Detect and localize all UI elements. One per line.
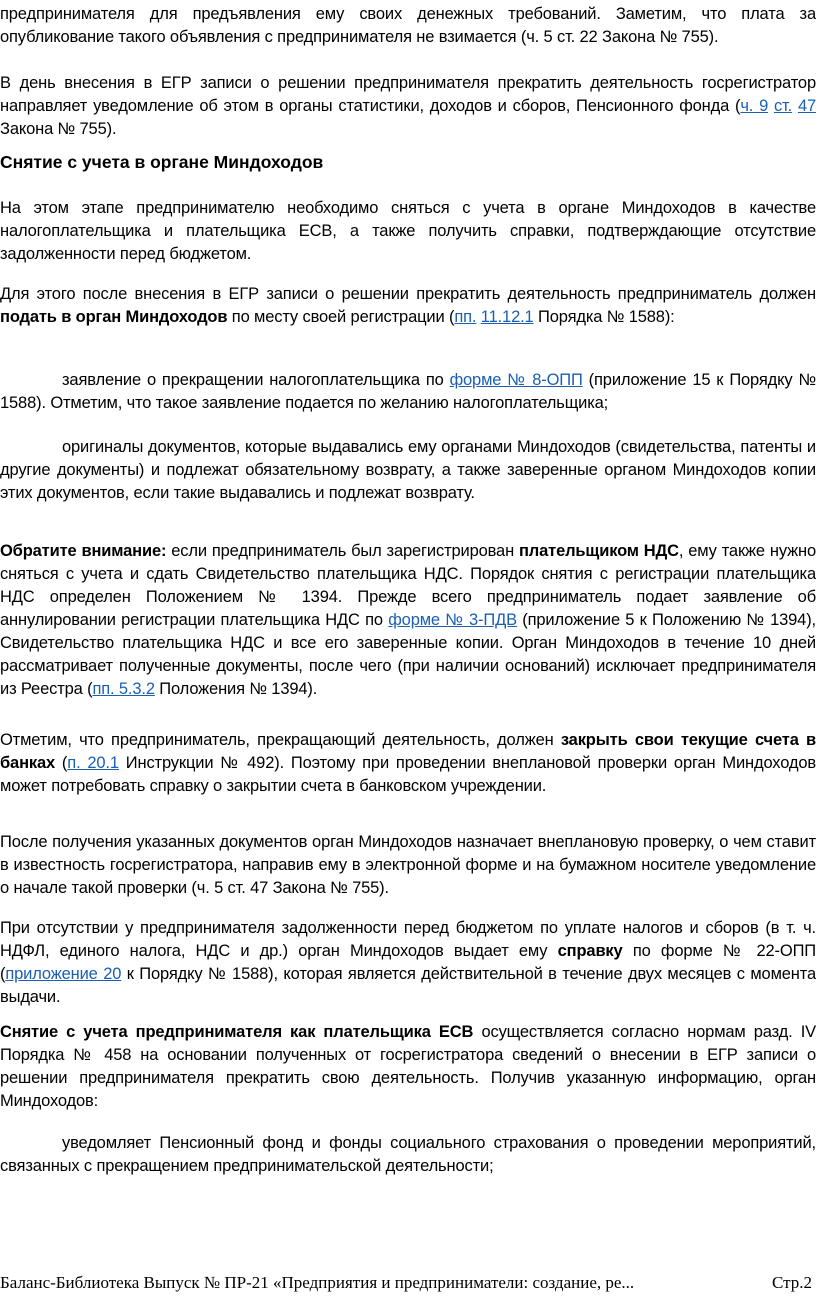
link-form-3-pdv[interactable]: форме № 3-ПДВ: [388, 611, 517, 629]
bold-text: плательщиком НДС: [518, 542, 679, 560]
paragraph-unscheduled-inspection: [0, 831, 816, 900]
text: заявление о прекращении налогоплательщика по: [62, 371, 450, 389]
text: (: [55, 754, 68, 772]
footer-source: Баланс-Библиотека Выпуск № ПР-21 «Предприятия и предприниматели: создание, ре...: [0, 1273, 635, 1292]
text: На этом этапе предпринимателю необходимо сняться с учета в органе Миндоходов в качестве налогоплательщика и плательщика ЕСВ, а также получить справки, подтверждающие отсутствие задолженности перед бюджетом.: [0, 199, 816, 263]
text: предпринимателя для предъявления ему своих денежных требований. Заметим, что плата за опубликование такого объявления с предпринимателя не взимается (ч. 5 ст. 22 Закона № 755).: [0, 5, 816, 46]
text: После получения указанных документов орган Миндоходов назначает внеплановую проверку, о чем ставит в известность госрегистратора, направив ему в электронной форме и на бумажном носителе уведомление о начале такой проверки (ч. 5 ст. 47 Закона № 755).: [0, 833, 816, 897]
page-number: Стр.2: [771, 1273, 812, 1292]
text: если предприниматель был зарегистрирован: [166, 542, 519, 560]
list-item-notify-funds: [0, 1132, 816, 1178]
text: по форме № 22-ОПП (: [0, 942, 816, 983]
text: осуществляется согласно нормам разд. IV Порядка № 458 на основании полученных от госрегистратора сведений о внесении в ЕГР записи о решении предпринимателя прекратить свою деятельность. Получив указанную информацию, орган Миндоходов:: [0, 1023, 816, 1110]
list-item-original-documents: [0, 436, 816, 505]
text: Для этого после внесения в ЕГР записи о решении прекратить деятельность предприниматель должен: [0, 285, 816, 303]
text: (приложение 5 к Положению № 1394), Свидетельство плательщика НДС и все его заверенные копии. Орган Миндоходов в течение 10 дней рассматривает полученные документы, после чего (при наличии оснований) исключает предпринимателя из Реестра (: [0, 611, 816, 698]
list-item-application: [0, 369, 816, 415]
paragraph-submit-to-authority: [0, 283, 816, 329]
bold-text: закрыть свои текущие счета в банках: [0, 731, 816, 772]
text: Порядка № 1588):: [533, 308, 675, 326]
text: В день внесения в ЕГР записи о решении предпринимателя прекратить деятельность госрегистратор направляет уведомление об этом в органы статистики, доходов и сборов, Пенсионного фонда (: [0, 74, 816, 115]
link-20-1[interactable]: п. 20.1: [67, 754, 119, 772]
paragraph-publication-fee: [0, 3, 816, 49]
link-part-9[interactable]: ч. 9: [740, 97, 769, 115]
bold-text: Снятие с учета предпринимателя как плательщика ЕСВ: [0, 1023, 474, 1041]
text: к Порядку № 1588), которая является действительной в течение двух месяцев с момента выдачи.: [0, 965, 816, 1006]
text: уведомляет Пенсионный фонд и фонды социального страхования о проведении мероприятий, связанных с прекращением предпринимательской деятельности;: [0, 1134, 816, 1175]
link-article[interactable]: ст.: [773, 97, 793, 115]
link-article-47[interactable]: 47: [797, 97, 816, 115]
paragraph-close-bank-accounts: [0, 729, 816, 798]
paragraph-esv-deregistration: [0, 1021, 816, 1113]
page-footer: [0, 1272, 816, 1294]
text: оригиналы документов, которые выдавались ему органами Миндоходов (свидетельства, патенты и другие документы) и подлежат обязательному возврату, а также заверенные органом Миндоходов копии этих документов, если такие выдавались и подлежат возврату.: [0, 438, 816, 502]
text: Отметим, что предприниматель, прекращающий деятельность, должен: [0, 731, 561, 749]
text: Закона № 755).: [0, 120, 117, 138]
link-subparagraph[interactable]: пп.: [454, 308, 477, 326]
text: Инструкции № 492). Поэтому при проведении внеплановой проверки орган Миндоходов может потребовать справку о закрытии счета в банковском учреждении.: [0, 754, 816, 795]
text: по месту своей регистрации (: [227, 308, 455, 326]
text: Положения № 1394).: [154, 680, 318, 698]
paragraph-certificate: [0, 917, 816, 1009]
link-5-3-2[interactable]: пп. 5.3.2: [92, 680, 155, 698]
text: При отсутствии у предпринимателя задолженности перед бюджетом по уплате налогов и сборов (в т. ч. НДФЛ, единого налога, НДС и др.) орган Миндоходов выдает ему: [0, 919, 816, 960]
text: , ему также нужно сняться с учета и сдать Свидетельство плательщика НДС. Порядок снятия с регистрации плательщика НДС определен Положением № 1394. Прежде всего предприниматель подает заявление об аннулировании регистрации плательщика НДС по: [0, 542, 816, 629]
bold-text: подать в орган Миндоходов: [0, 308, 228, 326]
text: (приложение 15 к Порядку № 1588). Отметим, что такое заявление подается по желанию налогоплательщика;: [0, 371, 816, 412]
paragraph-egr-notification: [0, 72, 816, 141]
bold-text: справку: [557, 942, 623, 960]
link-11-12-1[interactable]: 11.12.1: [480, 308, 534, 326]
bold-text: Обратите внимание:: [0, 542, 167, 560]
link-appendix-20[interactable]: приложение 20: [5, 965, 122, 983]
section-heading: Снятие с учета в органе Миндоходов: [0, 152, 324, 172]
paragraph-deregistration-stage: [0, 197, 816, 266]
link-form-8-opp[interactable]: форме № 8-ОПП: [449, 371, 583, 389]
paragraph-vat-notice: [0, 540, 816, 701]
